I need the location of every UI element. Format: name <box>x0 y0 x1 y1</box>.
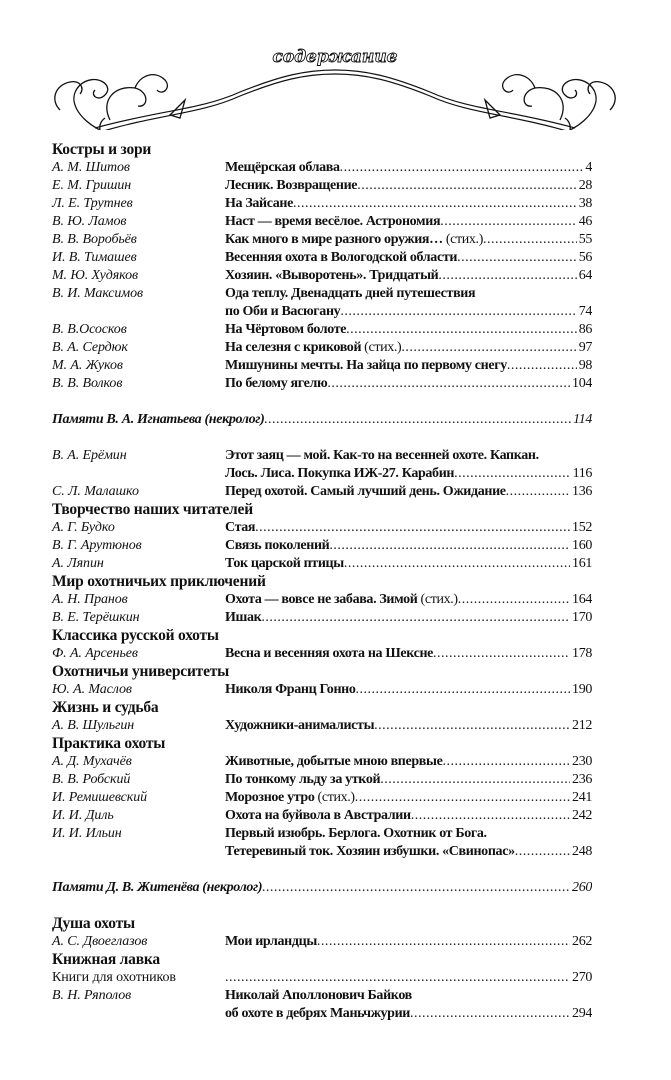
entry-author: И. И. Диль <box>52 808 114 823</box>
page-number: 46 <box>578 214 592 229</box>
toc-entry-memorial[interactable] <box>52 879 592 897</box>
entry-author: В. Н. Ряполов <box>52 988 132 1003</box>
entry-author: В. В. Робский <box>52 772 131 787</box>
dot-leader <box>317 933 570 951</box>
entry-title <box>225 537 592 555</box>
toc-entry[interactable] <box>52 483 592 501</box>
dot-leader <box>344 555 570 573</box>
dot-leader <box>483 231 577 249</box>
entry-author <box>52 1005 225 1023</box>
entry-title-text: Стая <box>225 520 256 535</box>
dot-leader <box>506 483 570 501</box>
entry-title-text: По тонкому льду за уткой <box>225 772 381 787</box>
entry-title <box>225 789 592 807</box>
toc-entry[interactable] <box>52 681 592 699</box>
entry-title <box>225 987 592 1005</box>
toc-entry[interactable] <box>52 285 592 303</box>
entry-title-text: Ишак <box>225 610 262 625</box>
toc-entry[interactable] <box>52 555 592 573</box>
page-number: 56 <box>578 250 592 265</box>
toc-entry[interactable] <box>52 375 592 393</box>
entry-title <box>225 681 592 699</box>
entry-title-text: Лесник. Возвращение <box>225 178 358 193</box>
page-number: 190 <box>572 682 592 697</box>
entry-title-text: Художники-анималисты <box>225 718 375 733</box>
entry-title-text: по Оби и Васюгану <box>225 304 341 319</box>
spacer <box>52 861 592 879</box>
entry-title <box>225 771 592 789</box>
entry-title <box>225 1005 592 1023</box>
entry-author: В. И. Максимов <box>52 286 143 301</box>
entry-author: Книги для охотников <box>52 970 176 985</box>
dot-leader <box>410 1005 570 1023</box>
entry-author: А. С. Двоеглазов <box>52 934 148 949</box>
entry-author: А. Г. Будко <box>52 520 115 535</box>
entry-title-text: Весенняя охота в Вологодской области <box>225 250 458 265</box>
entry-title <box>225 177 592 195</box>
dot-leader <box>340 159 584 177</box>
toc-entry[interactable] <box>52 843 592 861</box>
page-number: 242 <box>572 808 592 823</box>
dot-leader <box>293 195 577 213</box>
page-number: 136 <box>572 484 592 499</box>
dot-leader <box>380 771 570 789</box>
dot-leader <box>515 843 570 861</box>
entry-author: И. И. Ильин <box>52 826 122 841</box>
section-heading: Мир охотничьих приключений <box>52 573 266 590</box>
entry-title <box>225 645 592 663</box>
page-number: 170 <box>572 610 592 625</box>
entry-author <box>52 303 225 321</box>
entry-author: С. Л. Малашко <box>52 484 139 499</box>
header-ornament <box>40 40 630 130</box>
toc-entry[interactable] <box>52 933 592 951</box>
toc-entry[interactable] <box>52 321 592 339</box>
entry-author <box>52 465 225 483</box>
entry-title <box>225 753 592 771</box>
entry-author: М. А. Жуков <box>52 358 123 373</box>
entry-note: (стих.) <box>445 232 484 247</box>
entry-title <box>225 843 592 861</box>
entry-title <box>52 879 592 897</box>
entry-title-text: Хозяин. «Выворотень». Тридцатый <box>225 268 439 283</box>
dot-leader <box>264 411 571 429</box>
entry-author: И. В. Тимашев <box>52 250 137 265</box>
dot-leader <box>440 213 577 231</box>
toc-entry[interactable] <box>52 231 592 249</box>
dot-leader <box>457 249 577 267</box>
entry-title <box>225 933 592 951</box>
entry-title-text: Ода теплу. Двенадцать дней путешествия <box>225 286 476 301</box>
toc-entry[interactable] <box>52 249 592 267</box>
entry-title-text: Первый изюбрь. Берлога. Охотник от Бога. <box>225 826 487 841</box>
dot-leader <box>401 339 576 357</box>
entry-author <box>52 843 225 861</box>
entry-title-text: Перед охотой. Самый лучший день. Ожидание <box>225 484 506 499</box>
spacer <box>52 897 592 915</box>
toc-entry-memorial[interactable] <box>52 411 592 429</box>
entry-author: А. Н. Пранов <box>52 592 128 607</box>
entry-author: Ф. А. Арсеньев <box>52 646 138 661</box>
entry-title <box>225 591 592 609</box>
entry-title-text: Мещёрская облава <box>225 160 340 175</box>
page-number: 294 <box>572 1006 592 1021</box>
toc-entry[interactable] <box>52 357 592 375</box>
entry-title-text: Этот заяц — мой. Как-то на весенней охоте. Капкан. <box>225 448 539 463</box>
page-number: 114 <box>573 412 592 427</box>
dot-leader <box>329 537 570 555</box>
page-number: 55 <box>578 232 592 247</box>
entry-title-text: Памяти Д. В. Житенёва (некролог) <box>52 880 263 895</box>
entry-title-text: Морозное утро <box>225 790 315 805</box>
entry-title <box>225 483 592 501</box>
toc-entry[interactable] <box>52 213 592 231</box>
toc-entry[interactable] <box>52 537 592 555</box>
entry-author: А. В. Шульгин <box>52 718 135 733</box>
entry-author: В. В.Ососков <box>52 322 127 337</box>
dot-leader <box>261 609 570 627</box>
entry-title <box>225 807 592 825</box>
entry-title-text: Как много в мире разного оружия… <box>225 232 443 247</box>
section-heading: Душа охоты <box>52 915 135 932</box>
dot-leader <box>357 177 577 195</box>
toc-entry[interactable] <box>52 825 592 843</box>
page-number: 260 <box>572 880 592 895</box>
entry-title-text: Николя Франц Гонно <box>225 682 356 697</box>
page-number: 152 <box>572 520 592 535</box>
entry-title <box>225 555 592 573</box>
entry-author: В. Г. Арутюнов <box>52 538 142 553</box>
entry-title-text: Весна и весенняя охота на Шексне <box>225 646 434 661</box>
section-heading: Охотничьи университеты <box>52 663 230 680</box>
page-number: 236 <box>572 772 592 787</box>
entry-title-text: Мишунины мечты. На зайца по первому снегу <box>225 358 507 373</box>
toc-entry[interactable] <box>52 339 592 357</box>
toc-entry[interactable] <box>52 789 592 807</box>
entry-title-text: Мои ирландцы <box>225 934 317 949</box>
entry-title-text: Охота — вовсе не забава. Зимой <box>225 592 418 607</box>
contents-title: содержание <box>272 47 398 67</box>
entry-title <box>225 717 592 735</box>
page-number: 104 <box>572 376 592 391</box>
dot-leader <box>454 465 570 483</box>
page-number: 74 <box>578 304 592 319</box>
dot-leader <box>340 303 576 321</box>
toc-entry[interactable] <box>52 987 592 1005</box>
entry-note: (стих.) <box>317 790 355 805</box>
toc-entry[interactable] <box>52 645 592 663</box>
entry-title-text: Памяти В. А. Игнатьева (некролог) <box>52 412 265 427</box>
toc-entry[interactable] <box>52 159 592 177</box>
entry-author: А. Д. Мухачёв <box>52 754 132 769</box>
dot-leader <box>374 717 570 735</box>
entry-author: В. Е. Терёшкин <box>52 610 140 625</box>
toc-entry[interactable] <box>52 753 592 771</box>
page-number: 64 <box>578 268 592 283</box>
entry-title <box>225 609 592 627</box>
dot-leader <box>355 789 570 807</box>
entry-title <box>225 195 592 213</box>
entry-title-text: Охота на буйвола в Австралии <box>225 808 411 823</box>
entry-title-text: На селезня с криковой <box>225 340 362 355</box>
entry-title <box>225 447 592 465</box>
page-number: 161 <box>572 556 592 571</box>
entry-title <box>225 285 592 303</box>
dot-leader <box>262 879 570 897</box>
spacer <box>52 393 592 411</box>
spacer <box>52 429 592 447</box>
toc-entry[interactable] <box>52 447 592 465</box>
entry-title-text: Лось. Лиса. Покупка ИЖ-27. Карабин <box>225 466 455 481</box>
entry-title <box>225 825 592 843</box>
entry-title <box>225 159 592 177</box>
section-heading: Творчество наших читателей <box>52 501 253 518</box>
section-heading: Жизнь и судьба <box>52 699 159 716</box>
entry-title-text: Ток царской птицы <box>225 556 344 571</box>
entry-author: В. В. Воробьёв <box>52 232 137 247</box>
entry-title-text: По белому ягелю <box>225 376 328 391</box>
entry-author: М. Ю. Худяков <box>52 268 138 283</box>
entry-title <box>225 339 592 357</box>
page-number: 178 <box>572 646 592 661</box>
dot-leader <box>438 267 576 285</box>
entry-author: В. В. Волков <box>52 376 123 391</box>
dot-leader <box>327 375 570 393</box>
dot-leader <box>356 681 571 699</box>
page-number: 160 <box>572 538 592 553</box>
page-number: 164 <box>572 592 592 607</box>
entry-title-text: об охоте в дебрях Маньчжурии <box>225 1006 411 1021</box>
page-number: 241 <box>572 790 592 805</box>
dot-leader <box>225 969 570 987</box>
entry-author: А. М. Шитов <box>52 160 130 175</box>
page-number: 86 <box>578 322 592 337</box>
entry-title-text: Наст — время весёлое. Астрономия <box>225 214 441 229</box>
section-heading: Книжная лавка <box>52 951 160 968</box>
entry-title <box>225 519 592 537</box>
entry-author: Ю. А. Маслов <box>52 682 132 697</box>
entry-author: В. А. Ерёмин <box>52 448 127 463</box>
section-heading: Классика русской охоты <box>52 627 219 644</box>
toc-entry[interactable] <box>52 1005 592 1023</box>
toc-entry[interactable] <box>52 519 592 537</box>
toc-entry[interactable] <box>52 177 592 195</box>
page-number: 4 <box>585 160 592 175</box>
entry-author: И. Ремишевский <box>52 790 147 805</box>
entry-title <box>225 213 592 231</box>
page-number: 212 <box>572 718 592 733</box>
page-number: 98 <box>578 358 592 373</box>
entry-title-text: Животные, добытые мною впервые <box>225 754 443 769</box>
section-heading: Практика охоты <box>52 735 166 752</box>
page-number: 28 <box>578 178 592 193</box>
entry-title <box>225 231 592 249</box>
page-number: 230 <box>572 754 592 769</box>
entry-title-text: Тетеревиный ток. Хозяин избушки. «Свинопас» <box>225 844 515 859</box>
toc-entry[interactable] <box>52 969 592 987</box>
entry-title-text: На Зайсане <box>225 196 294 211</box>
toc-entry[interactable] <box>52 609 592 627</box>
entry-title <box>225 969 592 987</box>
toc-entry[interactable] <box>52 771 592 789</box>
flourish-line <box>95 70 575 130</box>
entry-title <box>225 249 592 267</box>
toc-entry[interactable] <box>52 267 592 285</box>
section-heading: Костры и зори <box>52 141 152 158</box>
toc-entry[interactable] <box>52 807 592 825</box>
entry-title <box>225 267 592 285</box>
page-number: 116 <box>572 466 592 481</box>
entry-author: А. Ляпин <box>52 556 104 571</box>
entry-title <box>225 357 592 375</box>
dot-leader <box>433 645 570 663</box>
dot-leader <box>255 519 570 537</box>
dot-leader <box>442 753 570 771</box>
page-number: 97 <box>578 340 592 355</box>
toc-entry[interactable] <box>52 195 592 213</box>
entry-title-text: Николай Аполлонович Байков <box>225 988 412 1003</box>
page-number: 248 <box>572 844 592 859</box>
entry-title <box>225 465 592 483</box>
entry-author: Е. М. Гришин <box>52 178 132 193</box>
entry-title-text: На Чёртовом болоте <box>225 322 347 337</box>
page-number: 38 <box>578 196 592 211</box>
entry-title <box>225 303 592 321</box>
toc-entry[interactable] <box>52 717 592 735</box>
toc-entry[interactable] <box>52 591 592 609</box>
toc-entry[interactable] <box>52 465 592 483</box>
table-of-contents <box>52 141 592 1023</box>
entry-title <box>225 375 592 393</box>
entry-title-text: Связь поколений <box>225 538 330 553</box>
dot-leader <box>346 321 577 339</box>
toc-entry[interactable] <box>52 303 592 321</box>
page-number: 270 <box>572 970 592 985</box>
entry-title <box>52 411 592 429</box>
entry-title <box>225 321 592 339</box>
entry-note: (стих.) <box>364 340 402 355</box>
entry-author: Л. Е. Трутнев <box>52 196 133 211</box>
entry-author: В. Ю. Ламов <box>52 214 127 229</box>
entry-author: В. А. Сердюк <box>52 340 128 355</box>
page-number: 262 <box>572 934 592 949</box>
dot-leader <box>411 807 570 825</box>
dot-leader <box>458 591 570 609</box>
dot-leader <box>507 357 577 375</box>
entry-note: (стих.) <box>420 592 458 607</box>
